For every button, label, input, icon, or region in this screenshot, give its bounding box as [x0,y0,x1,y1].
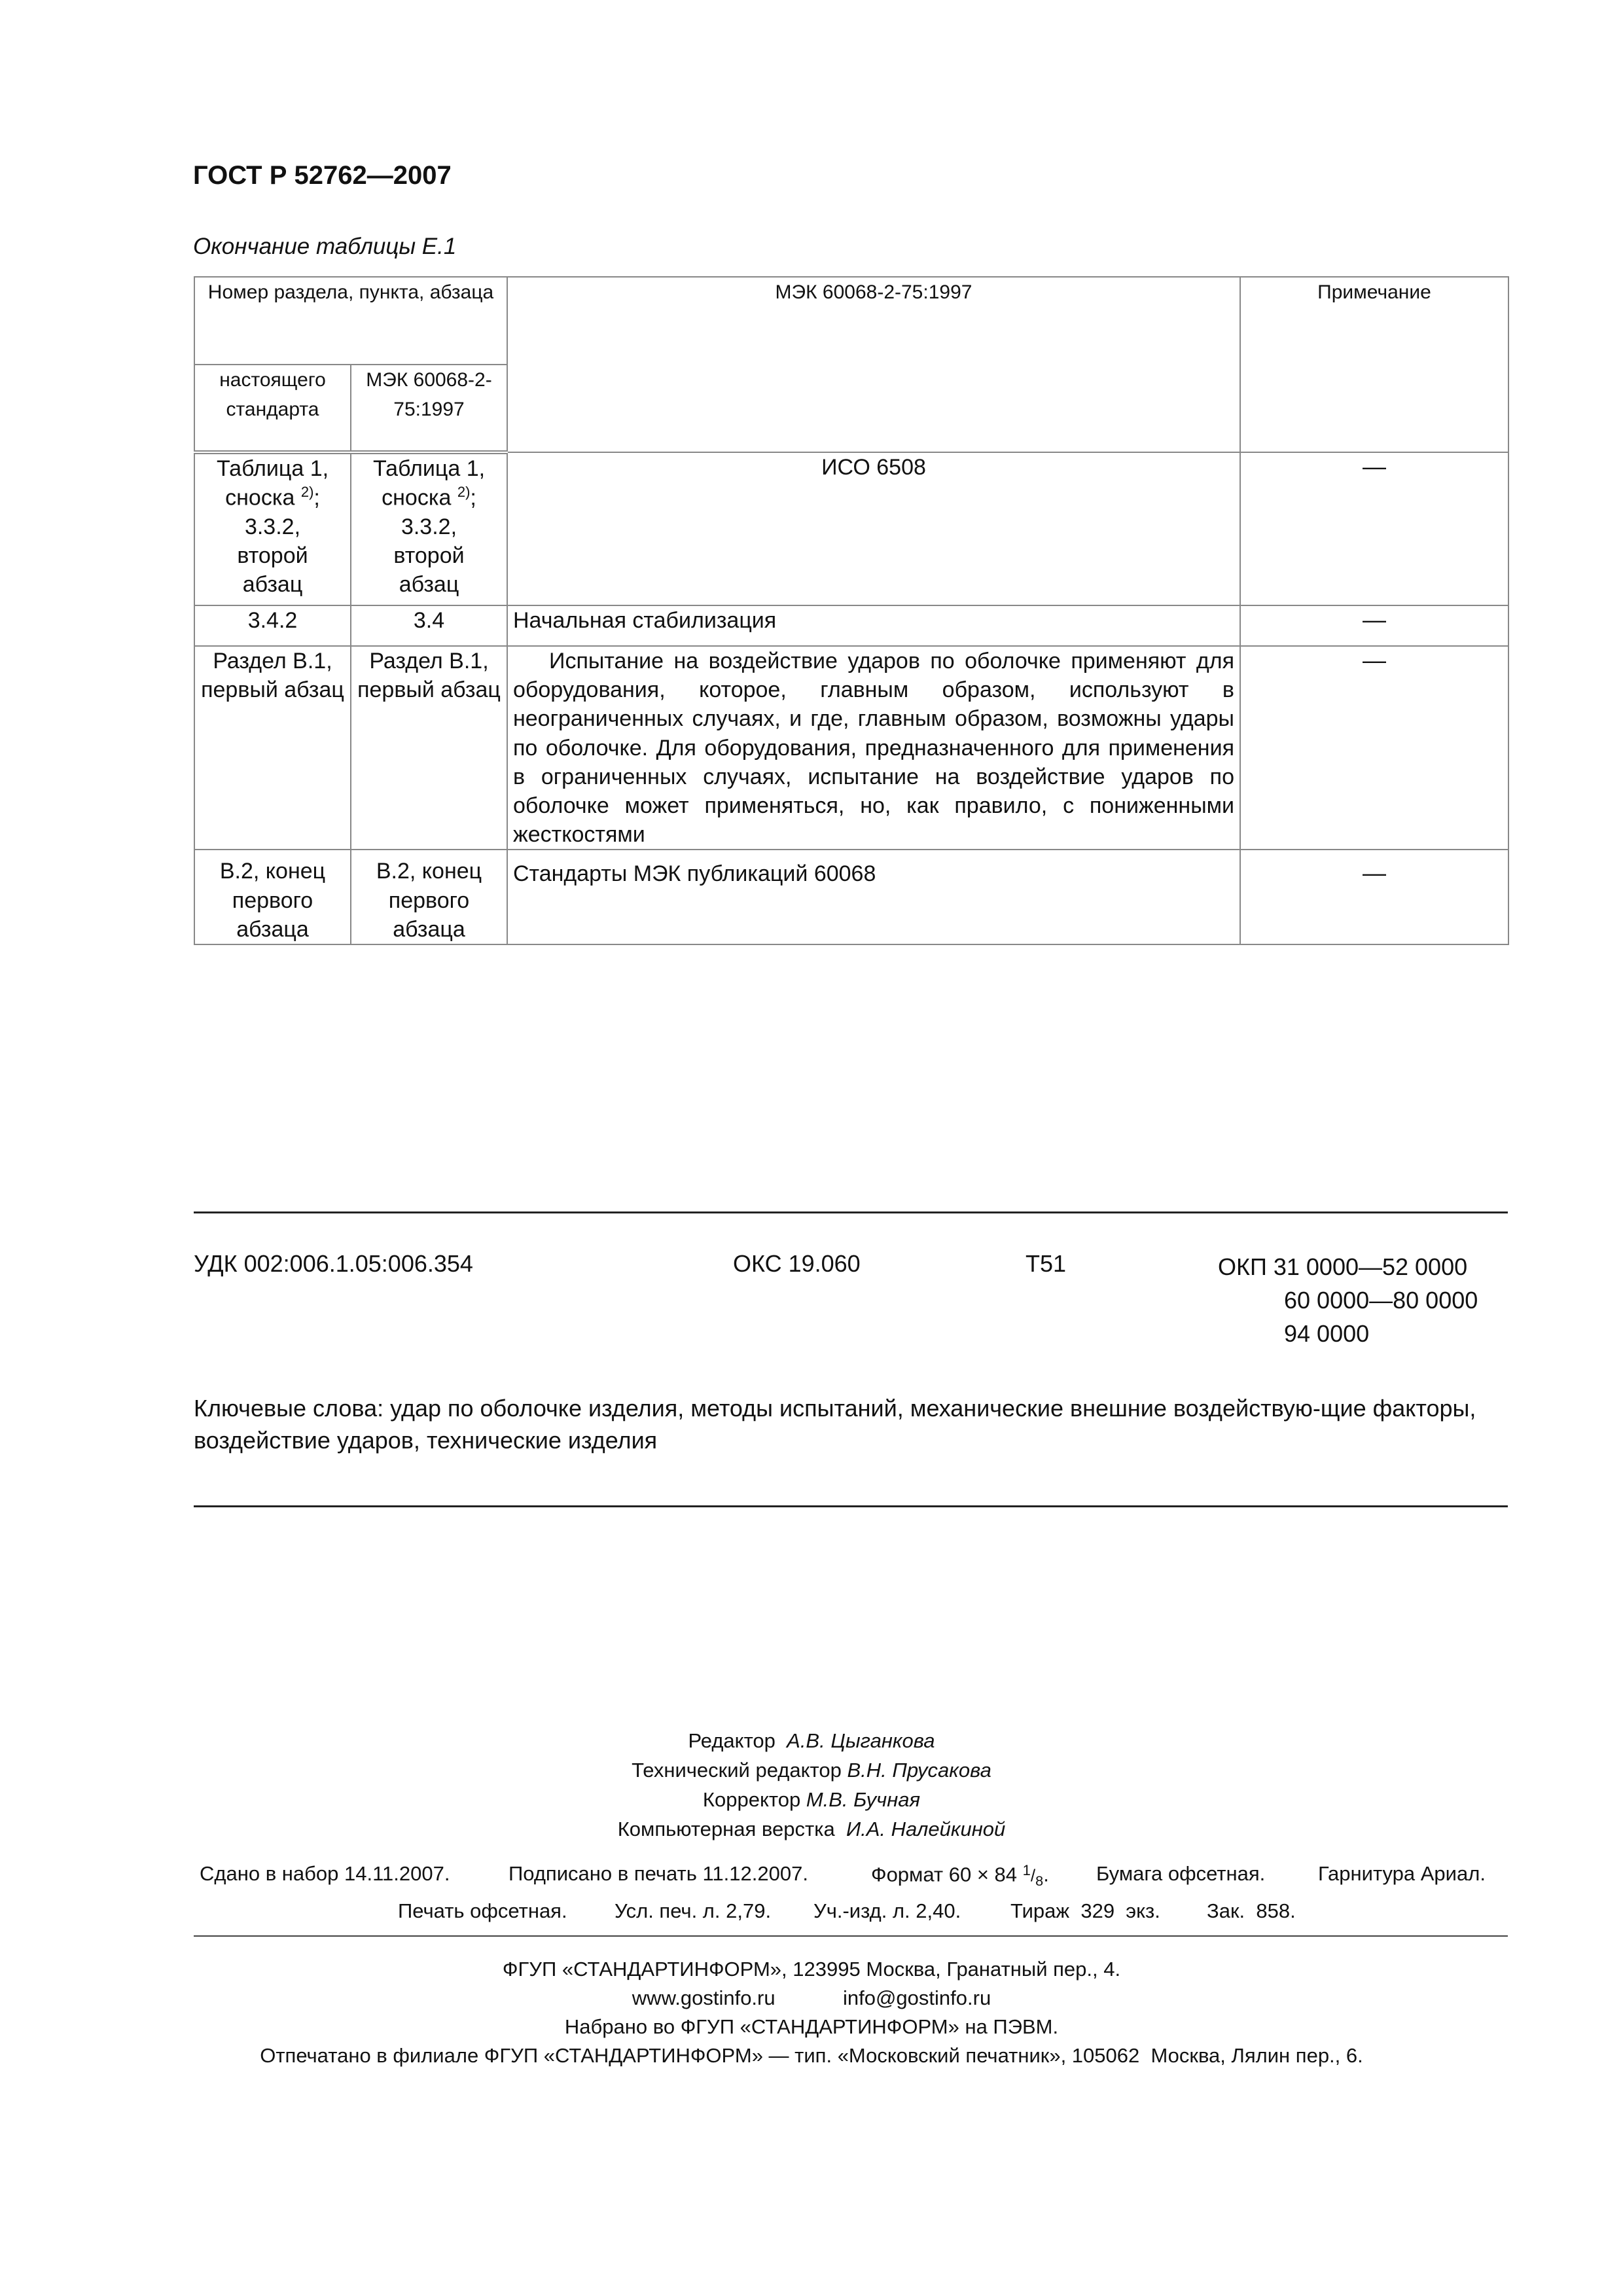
table-row [194,646,1508,850]
header-iec-standard: МЭК 60068-2-75:1997 [351,365,507,452]
website-link[interactable]: www.gostinfo.ru [632,1986,776,2009]
print-note: Отпечатано в филиале ФГУП «СТАНДАРТИНФОРМ» — тип. «Московский печатник», 105062 Москва, Лялин пер., 6. [260,2044,1363,2067]
header-section-number: Номер раздела, пункта, абзаца [194,277,507,365]
credit-tech-editor: Технический редактор В.Н. Прусакова [632,1759,991,1782]
cell-this-standard: 3.4.2 [194,605,351,646]
t-code: Т51 [1026,1250,1067,1277]
cell-iec-standard: 3.4 [351,605,507,646]
cell-iec-standard: Таблица 1, сноска $^{2)}$; 3.3.2, второй абзац [351,452,507,605]
credit-corrector: Корректор М.В. Бучная [702,1788,921,1811]
cell-this-standard: В.2, конец первого абзаца [194,850,351,944]
pub-order: Зак. 858. [1207,1899,1296,1922]
cell-note: — [1240,605,1508,646]
pub-print: Печать офсетная. [398,1899,567,1922]
cell-iec-standard: В.2, конец первого абзаца [351,850,507,944]
publisher-footer [0,1955,1623,2070]
pub-submitted: Сдано в набор 14.11.2007. [200,1862,450,1885]
okp-code: ОКП 31 0000—52 0000 60 0000—80 0000 94 0000 [1218,1253,1478,1347]
staff-credits [0,1726,1623,1844]
cell-text: ИСО 6508 [507,452,1240,605]
correspondence-table [194,276,1509,945]
publisher-address: ФГУП «СТАНДАРТИНФОРМ», 123995 Москва, Гранатный пер., 4. [502,1958,1121,1981]
table-row [194,452,1508,605]
cell-text: Испытание на воздействие ударов по оболочке применяют для оборудования, которое, главным образом, используют в неограниченных случаях, и где, главным образом, возможны удары по оболочке. Для оборудования, предназначенного для применения в ограниченных случаях, испытание на воздействие ударов по оболочке может применяться, но, как правило, с пониженными жесткостями [507,646,1240,850]
pub-publisher-sheets: Уч.-изд. л. 2,40. [813,1899,961,1922]
cell-note: — [1240,850,1508,944]
pub-paper: Бумага офсетная. [1096,1862,1266,1885]
divider [194,1211,1508,1213]
header-this-standard: настоящего стандарта [194,365,351,452]
email-link[interactable]: info@gostinfo.ru [842,1986,991,2009]
pub-font: Гарнитура Ариал. [1318,1862,1486,1885]
cell-text: Начальная стабилизация [507,605,1240,646]
pub-signed: Подписано в печать 11.12.2007. [508,1862,808,1885]
table-row [194,605,1508,646]
cell-note: — [1240,646,1508,850]
divider [194,1935,1508,1937]
cell-this-standard: Раздел В.1, первый абзац [194,646,351,850]
cell-this-standard: Таблица 1, сноска $^{2)}$; 3.3.2, второй абзац [194,452,351,605]
publisher-contacts [0,1984,1623,2013]
cell-note: — [1240,452,1508,605]
pub-run: Тираж 329 экз. [1010,1899,1160,1922]
credit-editor: Редактор А.В. Цыганкова [688,1729,935,1752]
keywords: Ключевые слова: удар по оболочке изделия, методы испытаний, механические внешние воздействую-щие факторы, воздействие ударов, технические изделия [194,1395,1476,1454]
table-row [194,850,1508,944]
cell-text: Стандарты МЭК публикаций 60068 [507,850,1240,944]
credit-layout: Компьютерная верстка И.А. Налейкиной [617,1818,1006,1840]
document-code: ГОСТ Р 52762—2007 [193,161,452,190]
pub-sheets: Усл. печ. л. 2,79. [615,1899,772,1922]
cell-iec-standard: Раздел В.1, первый абзац [351,646,507,850]
table-caption: Окончание таблицы Е.1 [193,234,457,259]
pub-format: Формат 60 × 84 $^1/_8$. [871,1862,1049,1889]
oks-code: ОКС 19.060 [733,1250,861,1277]
divider [194,1505,1508,1507]
typeset-note: Набрано во ФГУП «СТАНДАРТИНФОРМ» на ПЭВМ. [564,2015,1059,2038]
header-note: Примечание [1240,277,1508,452]
udk-code: УДК 002:006.1.05:006.354 [194,1250,473,1277]
header-iec-text: МЭК 60068-2-75:1997 [507,277,1240,452]
